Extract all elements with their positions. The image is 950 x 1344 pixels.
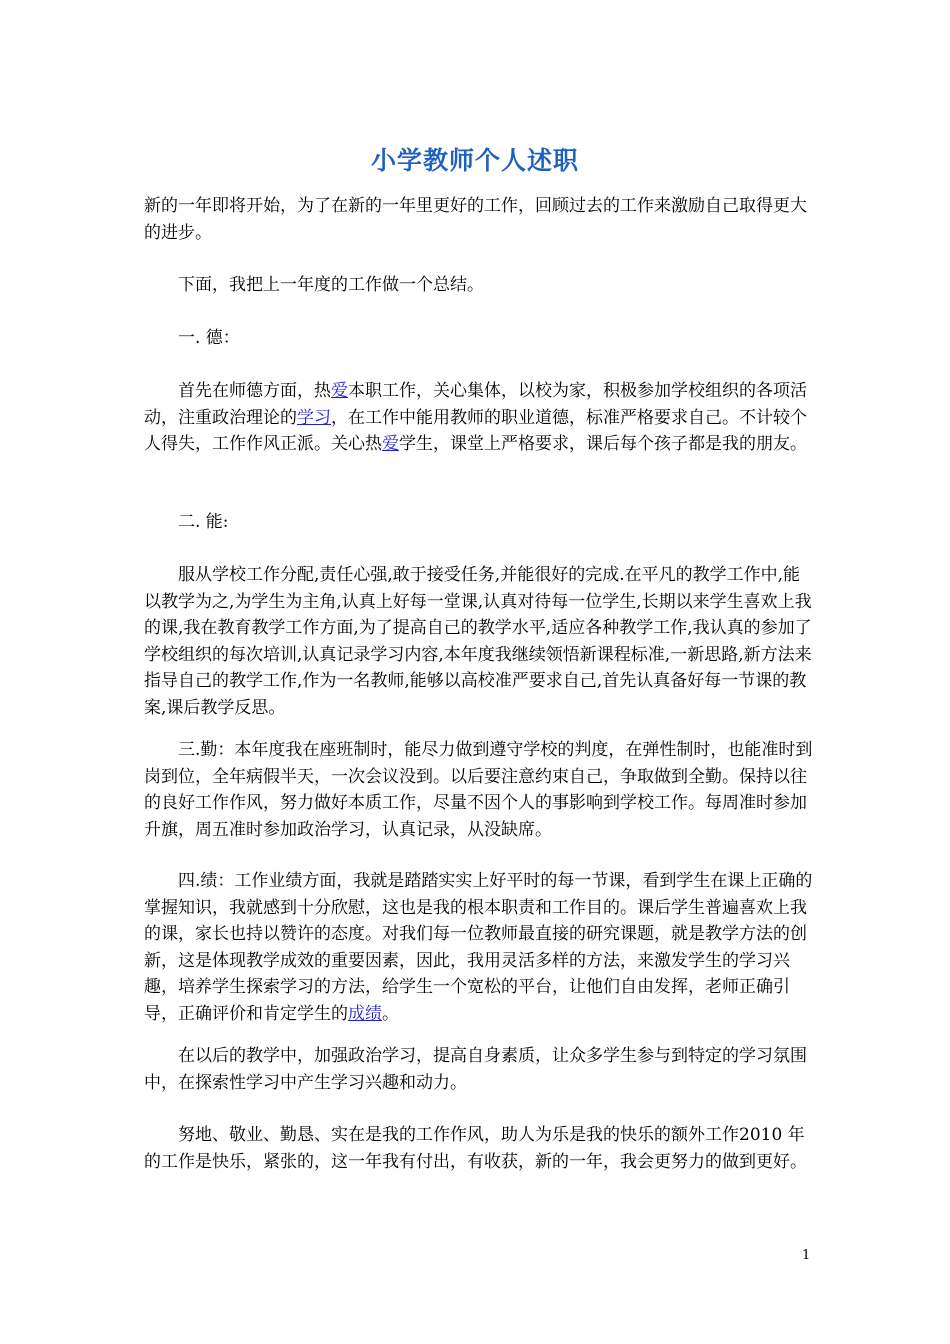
paragraph-summary-intro: 下面，我把上一年度的工作做一个总结。 [178,275,484,295]
text-segment: ，在工作中能用教师的职业道德，标准严格要求自己。不计较个人得失，工作作风正派。关心热 [144,407,807,454]
keyword-link-love[interactable]: 爱 [331,381,348,401]
text-segment: 。 [382,1003,399,1024]
document-title: 小学教师个人述职 [370,146,579,175]
paragraph-virtue [144,378,814,458]
keyword-link-grades[interactable]: 成绩 [348,1003,382,1024]
paragraph-future: 在以后的教学中，加强政治学习，提高自身素质，让众多学生参与到特定的学习氛围中，在探索性学习中产生学习兴趣和动力。 [144,1046,807,1093]
heading-ability: 二. 能: [178,512,229,532]
keyword-link-study[interactable]: 学习 [297,407,331,428]
heading-virtue: 一. 德： [178,328,240,348]
text-segment: 四.绩：工作业绩方面，我就是踏踏实实上好平时的每一节课，看到学生在课上正确的掌握知识，我就感到十分欣慰，这也是我的根本职责和工作目的。课后学生普遍喜欢上我的课，家长也持以赞许的态度。对我们每一位教师最直接的研究课题，就是教学方法的创新，这是体现教学成效的重要因素，因此，我用灵活多样的方法，来激发学生的学习兴趣，培养学生探索学习的方法，给学生一个宽松的平台，让他们自由发挥，老师正确引导，正确评价和肯定学生的 [144,871,813,1024]
paragraph-diligence: 三.勤：本年度我在座班制时，能尽力做到遵守学校的判度，在弹性制时，也能准时到岗到位，全年病假半天，一次会议没到。以后要注意约束自己，争取做到全勤。保持以往的良好工作作风，努力做好本质工作，尽量不因个人的事影响到学校工作。每周准时参加升旗，周五准时参加政治学习，认真记录，从没缺席。 [144,740,813,840]
text-segment: 学生，课堂上严格要求，课后每个孩子都是我的朋友。 [399,434,807,454]
text-segment: 首先在师德方面，热 [178,381,331,401]
paragraph-intro: 新的一年即将开始，为了在新的一年里更好的工作，回顾过去的工作来激励自己取得更大的进步。 [144,196,807,243]
text-segment: 本职工作，关心集体，以校为家，积极参加学校组织的各项活动，注重政治理论的 [144,381,807,428]
paragraph-achievement [144,868,814,1027]
page-number: 1 [802,1248,811,1263]
paragraph-ability: 服从学校工作分配,责任心强,敢于接受任务,并能很好的完成.在平凡的教学工作中,能以教学为之,为学生为主角,认真上好每一堂课,认真对待每一位学生,长期以来学生喜欢上我的课,我在教育教学工作方面,为了提高自己的教学水平,适应各种教学工作,我认真的参加了学校组织的每次培训,认真记录学习内容,本年度我继续领悟新课程标准,一新思路,新方法来指导自己的教学工作,作为一名教师,能够以高校准严要求自己,首先认真备好每一节课的教案,课后教学反思。 [144,565,812,718]
keyword-link-love-2[interactable]: 爱 [382,434,399,454]
paragraph-closing: 努地、敬业、勤恳、实在是我的工作作风，助人为乐是我的快乐的额外工作2010 年的工作是快乐，紧张的，这一年我有付出，有收获，新的一年，我会更努力的做到更好。 [144,1125,807,1172]
